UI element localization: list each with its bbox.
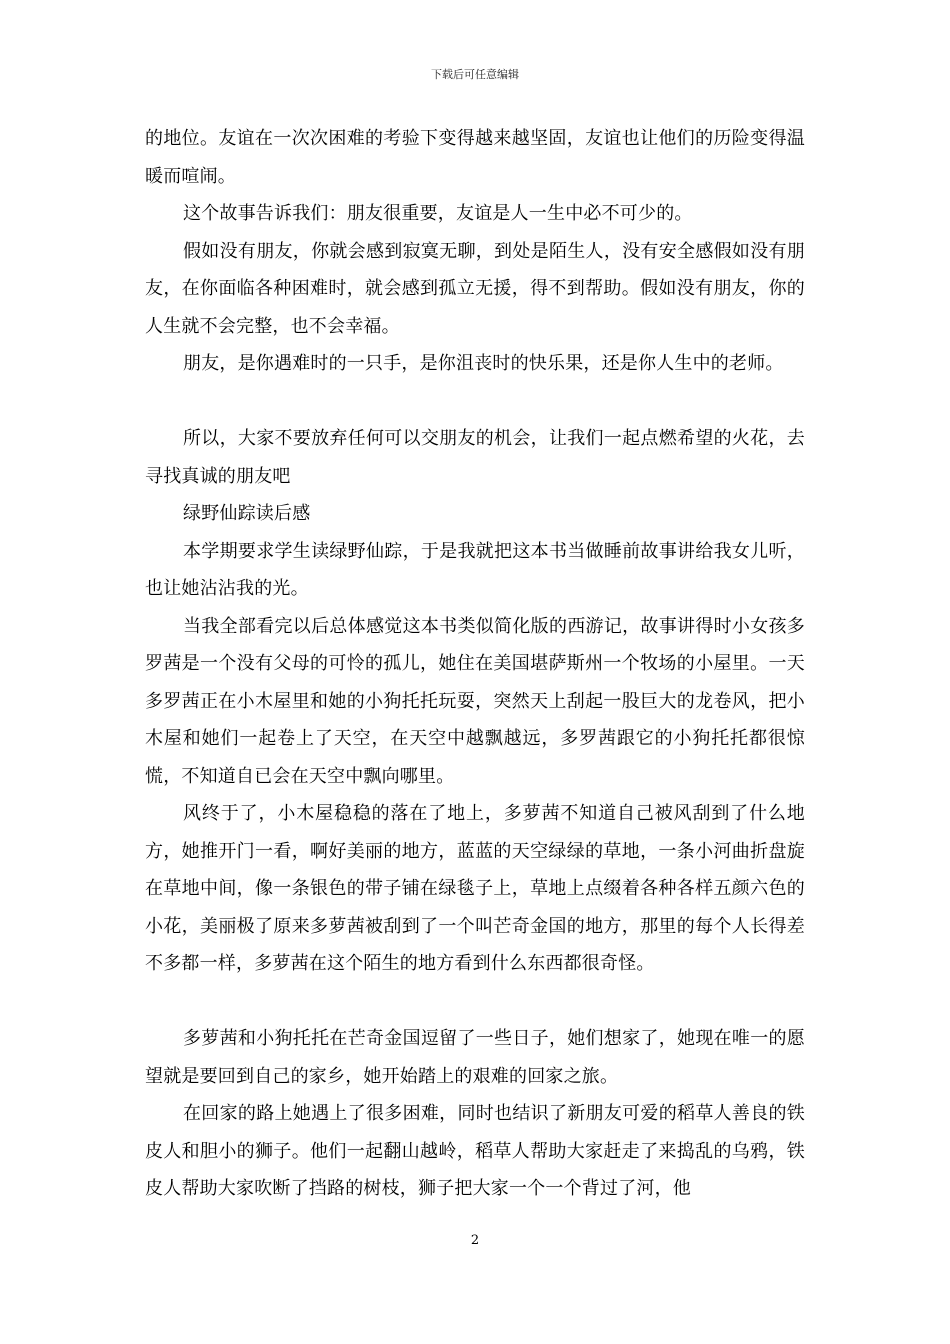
paragraph-spacer	[145, 383, 805, 421]
paragraph-spacer	[145, 983, 805, 1021]
paragraph-story-lesson: 这个故事告诉我们：朋友很重要，友谊是人一生中必不可少的。	[183, 203, 693, 224]
paragraph-homesick: 多萝茜和小狗托托在芒奇金国逗留了一些日子，她们想家了，她现在唯一的愿望就是要回到自己的家乡，她开始踏上的艰难的回家之旅。	[145, 1028, 805, 1087]
paragraph-friendship-status: 的地位。友谊在一次次困难的考验下变得越来越坚固，友谊也让他们的历险变得温暖而喧闹。	[145, 128, 805, 187]
paragraph-story-summary: 当我全部看完以后总体感觉这本书类似简化版的西游记，故事讲得时小女孩多罗茜是一个没有父母的可怜的孤儿，她住在美国堪萨斯州一个牧场的小屋里。一天多罗茜正在小木屋里和她的小狗托托玩耍，突然天上刮起一股巨大的龙卷风，把小木屋和她们一起卷上了天空，在天空中越飘越远，多罗茜跟它的小狗托托都很惊慌，不知道自已会在天空中飘向哪里。	[145, 615, 805, 787]
section-title: 绿野仙踪读后感	[183, 503, 311, 524]
paragraph-conclusion: 所以，大家不要放弃任何可以交朋友的机会，让我们一起点燃希望的火花，去寻找真诚的朋友吧	[145, 428, 805, 487]
paragraph-intro: 本学期要求学生读绿野仙踪，于是我就把这本书当做睡前故事讲给我女儿听，也让她沾沾我的光。	[145, 540, 805, 599]
paragraph-without-friends: 假如没有朋友，你就会感到寂寞无聊，到处是陌生人，没有安全感假如没有朋友，在你面临各种困难时，就会感到孤立无援，得不到帮助。假如没有朋友，你的人生就不会完整，也不会幸福。	[145, 240, 805, 337]
page-number: 2	[470, 1233, 480, 1248]
paragraph-landing: 风终于了，小木屋稳稳的落在了地上，多萝茜不知道自己被风刮到了什么地方，她推开门一看，啊好美丽的地方，蓝蓝的天空绿绿的草地，一条小河曲折盘旋在草地中间，像一条银色的带子铺在绿毯子上，草地上点缀着各种各样五颜六色的小花，美丽极了原来多萝茜被刮到了一个叫芒奇金国的地方，那里的每个人长得差不多都一样，多萝茜在这个陌生的地方看到什么东西都很奇怪。	[145, 803, 805, 974]
paragraph-friend-definition: 朋友，是你遇难时的一只手，是你沮丧时的快乐果，还是你人生中的老师。	[183, 353, 784, 374]
page-header-note: 下载后可任意编辑	[431, 68, 519, 81]
paragraph-journey: 在回家的路上她遇上了很多困难，同时也结识了新朋友可爱的稻草人善良的铁皮人和胆小的狮子。他们一起翻山越岭，稻草人帮助大家赶走了来捣乱的乌鸦，铁皮人帮助大家吹断了挡路的树枝，狮子把大家一个一个背过了河，他	[145, 1103, 805, 1199]
document-body	[145, 120, 805, 1208]
